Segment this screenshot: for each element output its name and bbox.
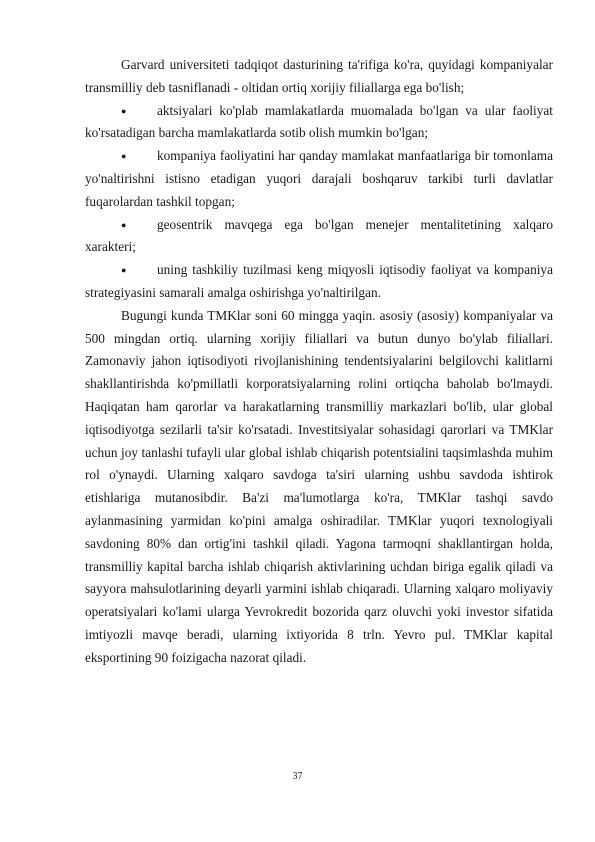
bullet-dot-icon: ● — [121, 219, 127, 230]
bullet-dot-icon: ● — [121, 151, 127, 162]
bullet-item-4 — [85, 259, 553, 305]
bullet-item-3 — [85, 214, 553, 260]
page-number: 37 — [292, 771, 303, 782]
bullet-text: uning tashkiliy tuzilmasi keng miqyosli iqtisodiy faoliyat va kompaniya strategiyasini samarali amalga oshirishga yo'naltirilgan. — [85, 262, 553, 300]
bullet-text: geosentrik mavqega ega bo'lgan menejer mentalitetining xalqaro xarakteri; — [85, 216, 553, 255]
bullet-text: aktsiyalari ko'plab mamlakatlarda muomalada bo'lgan va ular faoliyat ko'rsatadigan barcha mamlakatlarda sotib olish mumkin bo'lgan; — [85, 102, 553, 141]
bullet-text: kompaniya faoliyatini har qanday mamlakat manfaatlariga bir tomonlama yo'naltirishni istisno etadigan yuqori darajali boshqaruv tarkibi turli davlatlar fuqarolardan tashkil topgan; — [85, 148, 553, 209]
bullet-dot-icon: ● — [121, 265, 127, 276]
document-body — [85, 54, 553, 670]
bullet-item-1 — [85, 100, 553, 146]
intro-paragraph: Garvard universiteti tadqiqot dasturining ta'rifiga ko'ra, quyidagi kompaniyalar transmilliy deb tasniflanadi - oltidan ortiq xorijiy filiallarga ega bo'lish; — [85, 57, 553, 95]
bullet-dot-icon: ● — [121, 105, 127, 116]
body-paragraph: Bugungi kunda TMKlar soni 60 mingga yaqin. asosiy (asosiy) kompaniyalar va 500 mingdan ortiq. ularning xorijiy filiallari va butun dunyo bo'ylab filiallari. Zamonaviy jahon iqtisodiyoti rivojlanishining tendentsiyalarini belgilovchi kalitlarni shakllantirishda ko'pmillatli korporatsiyalarning rolini ortiqcha baholab bo'lmaydi. Haqiqatan ham qarorlar va harakatlarning transmilliy markazlari bo'lib, ular global iqtisodiyotga sezilarli ta'sir ko'rsatadi. Investitsiyalar sohasidagi qarorlari va TMKlar uchun joy tanlashi tufayli ular global ishlab chiqarish potentsialini taqsimlashda muhim rol o'ynaydi. Ularning xalqaro savdoga ta'siri ularning ushbu savdoda ishtirok etishlariga mutanosibdir. Ba'zi ma'lumotlarga ko'ra, TMKlar tashqi savdo aylanmasining yarmidan ko'pini amalga oshiradilar. TMKlar yuqori texnologiyali savdoning 80% dan ortig'ini tashkil qiladi. Yagona tarmoqni shakllantirgan holda, transmilliy kapital barcha ishlab chiqarish aktivlarining uchdan biriga egalik qiladi va sayyora mahsulotlarining deyarli yarmini ishlab chiqaradi. Ularning xalqaro moliyaviy operatsiyalari ko'lami ularga Yevrokredit bozorida qarz oluvchi yoki investor sifatida imtiyozli mavqe beradi, ularning ixtiyorida 8 trln. Yevro pul. TMKlar kapital eksportining 90 foizigacha nazorat qiladi. — [85, 307, 553, 665]
bullet-item-2 — [85, 145, 553, 213]
